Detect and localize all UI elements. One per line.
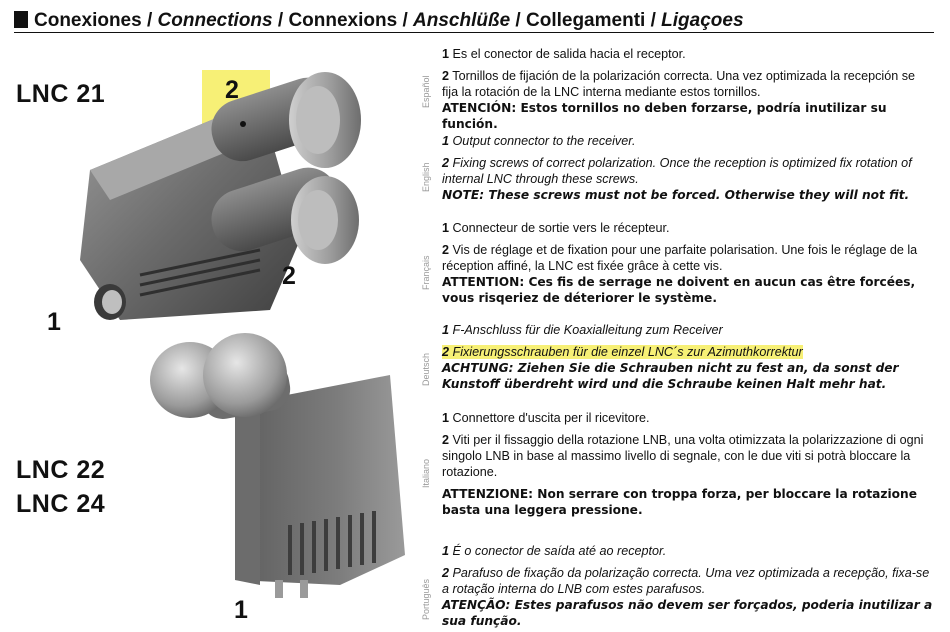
heading-separator: / xyxy=(645,10,662,31)
en-text-1: Output connector to the receiver. xyxy=(449,134,636,148)
lang-label-es: Español xyxy=(421,75,431,108)
section-it xyxy=(442,410,934,518)
es-num-1: 1 xyxy=(442,47,450,61)
es-item-2 xyxy=(442,68,934,100)
lang-label-pt: Português xyxy=(421,578,431,620)
fr-item-2 xyxy=(442,242,934,274)
lang-label-en: English xyxy=(421,162,431,192)
it-text-1: Connettore d'uscita per il ricevitore. xyxy=(449,411,650,425)
de-item-2-highlight xyxy=(442,345,803,359)
it-num-1: 1 xyxy=(442,411,450,425)
es-text-2: Tornillos de fijación de la polarización correcta. Una vez optimizada la recepción se fija la rotación de la LNC interna mediante estos tornillos. xyxy=(442,69,915,99)
pt-text-2: Parafuso de fixação da polarização correcta. Uma vez optimizada a recepção, fixa-se a rotação interna do LNB com estes parafusos. xyxy=(442,566,930,596)
pt-num-1: 1 xyxy=(442,544,450,558)
lang-label-it: Italiano xyxy=(421,458,431,488)
it-item-2 xyxy=(442,432,934,480)
heading-separator: / xyxy=(397,10,414,31)
heading-en: Connections xyxy=(157,10,273,31)
it-text-2: Viti per il fissaggio della rotazione LNB, una volta otimizzata la polarizzazione di ogni singolo LNB in base al massimo livello di segnale, con le due viti si potrà bloccare la rotazione. xyxy=(442,433,924,479)
lnc22-24-illustration xyxy=(140,325,420,605)
de-num-1: 1 xyxy=(442,323,450,337)
es-text-1: Es el conector de salida hacia el receptor. xyxy=(449,47,686,61)
heading-pt: Ligaçoes xyxy=(661,10,744,31)
heading-es: Conexiones xyxy=(34,10,142,31)
callout-2-top: 2 xyxy=(225,76,239,104)
en-num-2: 2 xyxy=(442,156,450,170)
fr-text-1: Connecteur de sortie vers le récepteur. xyxy=(449,221,670,235)
de-num-2: 2 xyxy=(442,345,450,359)
de-item-1 xyxy=(442,322,934,338)
en-num-1: 1 xyxy=(442,134,450,148)
heading-de: Anschlüße xyxy=(413,10,511,31)
fr-item-1 xyxy=(442,220,934,236)
callout-1-top: 1 xyxy=(47,308,61,336)
en-text-2: Fixing screws of correct polarization. Once the reception is optimized fix rotation of internal LNC through these screws. xyxy=(442,156,912,186)
heading-it: Collegamenti xyxy=(526,10,646,31)
heading-separator: / xyxy=(141,10,158,31)
fr-text-2: Vis de réglage et de fixation pour une parfaite polarisation. Une fois le réglage de la réception affiné, la LNC est fixée grâce à cette vis. xyxy=(442,243,918,273)
model-label-lnc22: LNC 22 xyxy=(16,456,106,484)
heading-square-icon xyxy=(14,11,28,28)
section-pt xyxy=(442,543,934,629)
fr-warning: ATTENTION: Ces fis de serrage ne doivent en aucun cas être forcées, vous risqeriez de déteriorer le système. xyxy=(442,275,916,305)
section-fr xyxy=(442,220,934,306)
section-en xyxy=(442,133,934,203)
es-item-1 xyxy=(442,46,934,62)
de-warning: ACHTUNG: Ziehen Sie die Schrauben nicht zu fest an, da sonst der Kunstoff überdreht wird und die Schraube keinen Halt mehr hat. xyxy=(442,361,899,391)
it-warning: ATTENZIONE: Non serrare con troppa forza, per bloccare la rotazione basta una leggera pressione. xyxy=(442,487,917,517)
lang-label-de: Deutsch xyxy=(421,352,431,386)
de-text-2: Fixierungsschrauben für die einzel LNC´s zur Azimuthkorrektur xyxy=(449,345,803,359)
de-item-2 xyxy=(442,344,934,360)
heading-fr: Connexions xyxy=(288,10,398,31)
page-heading xyxy=(14,9,744,33)
lnc21-illustration xyxy=(60,60,380,340)
callout-1-bottom: 1 xyxy=(234,596,248,624)
de-text-1: F-Anschluss für die Koaxialleitung zum Receiver xyxy=(449,323,723,337)
pt-item-1 xyxy=(442,543,934,559)
heading-separator: / xyxy=(272,10,289,31)
fr-num-2: 2 xyxy=(442,243,450,257)
heading-separator: / xyxy=(510,10,526,31)
heading-rule xyxy=(14,32,934,33)
pt-text-1: É o conector de saída até ao receptor. xyxy=(449,544,667,558)
it-num-2: 2 xyxy=(442,433,450,447)
section-es xyxy=(442,46,934,132)
en-item-2 xyxy=(442,155,934,187)
en-item-1 xyxy=(442,133,934,149)
pt-num-2: 2 xyxy=(442,566,450,580)
es-num-2: 2 xyxy=(442,69,450,83)
fr-num-1: 1 xyxy=(442,221,450,235)
lang-label-fr: Français xyxy=(421,255,431,290)
model-label-lnc21: LNC 21 xyxy=(16,80,106,108)
it-item-1 xyxy=(442,410,934,426)
pt-item-2 xyxy=(442,565,934,597)
es-warning: ATENCIÓN: Estos tornillos no deben forzarse, podría inutilizar su función. xyxy=(442,101,887,131)
callout-2-side: 2 xyxy=(282,262,296,290)
pt-warning: ATENÇÃO: Estes parafusos não devem ser forçados, poderia inutilizar a sua função. xyxy=(442,598,933,628)
en-warning: NOTE: These screws must not be forced. Otherwise they will not fit. xyxy=(442,188,910,202)
model-label-lnc24: LNC 24 xyxy=(16,490,106,518)
section-de xyxy=(442,322,934,392)
